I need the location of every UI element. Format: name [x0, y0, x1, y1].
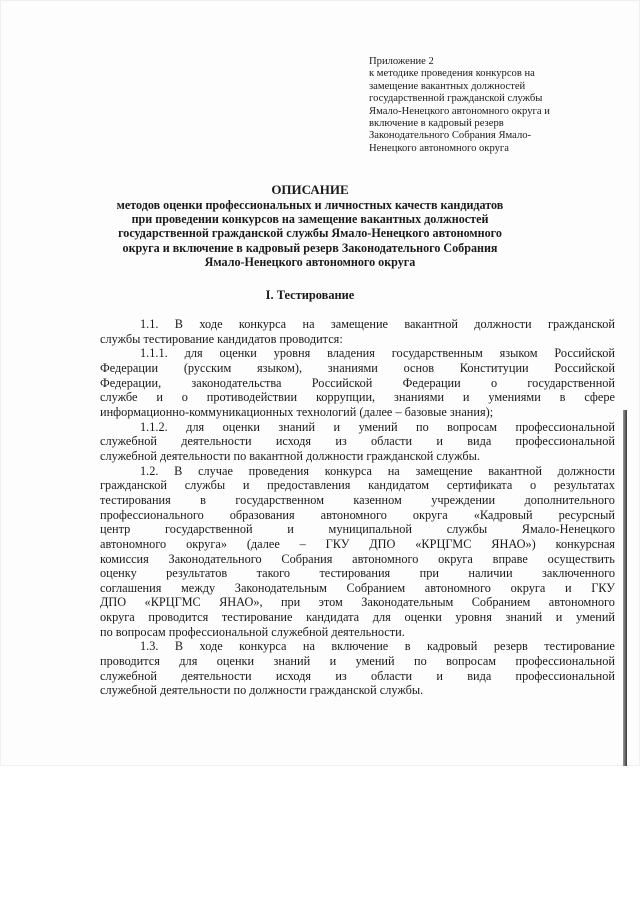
annex-line: Ненецкого автономного округа [369, 142, 509, 154]
subtitle-line: при проведении конкурсов на замещение вакантных должностей [131, 212, 489, 227]
body-word: ГКУ [591, 580, 615, 595]
body-line [100, 610, 615, 625]
body-line [100, 683, 615, 698]
body-word: умений [355, 654, 395, 669]
body-line [100, 361, 615, 376]
body-word: при [419, 566, 439, 581]
body-word: конкурса [238, 317, 287, 331]
body-word: Конституции [459, 360, 529, 375]
body-line [100, 376, 615, 391]
body-word: и [333, 419, 341, 434]
body-word: автономного [548, 595, 615, 610]
body-word: «КРЦГМС [415, 536, 472, 551]
body-word: Российской [311, 375, 373, 390]
body-word: профессиональной [515, 654, 615, 669]
body-word: для [186, 419, 205, 434]
body-word: Собранием [346, 580, 406, 595]
body-line [100, 522, 615, 537]
body-word: Федерации [402, 375, 461, 390]
body-word: конкурса [239, 639, 287, 654]
body-word: 1.1.2. [140, 419, 168, 434]
body-word: и [436, 434, 443, 449]
body-text [100, 317, 615, 698]
document-subtitle [96, 198, 524, 269]
body-word: ДПО [100, 595, 127, 610]
body-word: Федерации, [100, 375, 162, 390]
body-word: Российской [554, 360, 615, 375]
body-word: округа [100, 610, 135, 625]
body-word: службе [100, 390, 138, 405]
body-word: такого [256, 566, 291, 581]
body-line [100, 566, 615, 581]
scan-edge-shadow [623, 410, 627, 766]
body-word: ЯНАО», [219, 595, 263, 610]
body-word: замещение [415, 463, 473, 478]
body-line [100, 478, 615, 493]
body-word: сфере [584, 390, 615, 405]
body-word: ходе [199, 317, 223, 331]
body-word: осуществить [547, 551, 615, 566]
body-word: 1.1. [140, 317, 159, 331]
body-word: округа [438, 551, 473, 566]
body-word: для [179, 654, 198, 669]
body-word: В [174, 639, 184, 654]
body-word: оценки [216, 654, 255, 669]
body-word: и [287, 522, 294, 537]
body-word: должности [557, 463, 615, 478]
body-word: дополнительного [524, 492, 615, 507]
body-word: «КРЦГМС [144, 595, 201, 610]
body-word: оценки [404, 610, 442, 625]
body-word: и [555, 610, 563, 625]
body-word: деятельности [181, 434, 252, 449]
body-word: исходя [275, 434, 312, 449]
body-word: 1.3. [140, 639, 159, 654]
body-word: по вопросам профессиональной служебной деятельности. [100, 624, 405, 639]
body-word: округа» [186, 536, 227, 551]
body-word: между [181, 580, 216, 595]
body-word: оценку [100, 566, 137, 581]
body-word: случае [198, 463, 233, 478]
body-word: профессионального [100, 507, 204, 522]
body-word: проводится [100, 654, 160, 669]
body-word: должности [474, 317, 532, 331]
body-word: Ямало-Ненецкого [521, 522, 615, 537]
body-word: образования [229, 507, 295, 522]
body-word: государственном [235, 492, 324, 507]
body-word: тестирования [319, 566, 391, 581]
body-word: знаний [278, 419, 316, 434]
body-word: тестирование [221, 610, 293, 625]
body-line [100, 669, 615, 684]
body-word: кандидата [306, 610, 360, 625]
body-word: знаниями [327, 360, 378, 375]
section-heading: I. Тестирование [265, 288, 355, 302]
body-word: владения [327, 346, 375, 361]
body-word: вакантной [404, 317, 458, 331]
body-word: казенном [353, 492, 402, 507]
body-word: уровня [455, 610, 492, 625]
body-word: округа [412, 507, 448, 522]
body-word: коррупции, [315, 390, 376, 405]
body-word: гражданской [100, 478, 167, 493]
body-word: деятельности [181, 668, 252, 683]
body-word: и [436, 668, 443, 683]
body-word: области [371, 668, 413, 683]
body-word: государственной [164, 522, 253, 537]
body-word: проводится [148, 610, 209, 625]
body-word: ЯНАО») [491, 536, 536, 551]
body-word: предоставления [267, 478, 351, 493]
body-word: 1.2. [140, 463, 159, 478]
body-word: результатах [553, 478, 615, 493]
body-word: вопросам [446, 654, 497, 669]
body-word: (далее [246, 536, 280, 551]
body-word: вопросам [447, 419, 498, 434]
body-word: В [174, 317, 183, 331]
annex-line: Приложение 2 [369, 56, 434, 67]
body-word: в [559, 390, 566, 405]
subtitle-line: округа и включение в кадровый резерв Законодательного Собрания [122, 240, 498, 255]
body-word: для [372, 610, 391, 625]
body-word: тестирование [544, 639, 615, 654]
body-word: вправе [492, 551, 528, 566]
body-word: 1.1.1. [140, 346, 168, 361]
body-word: на [387, 463, 400, 478]
body-word: Законодательным [361, 595, 454, 610]
subtitle-line: государственной гражданской службы Ямало-Ненецкого автономного [118, 226, 502, 241]
body-word: этом [318, 595, 343, 610]
annex-line: включение в кадровый резерв [369, 118, 504, 130]
body-word: профессиональной [515, 419, 615, 434]
body-word: ГКУ [325, 536, 350, 551]
body-word: служебной деятельности по должности гражданской службы. [100, 683, 424, 698]
body-word: автономного [352, 551, 419, 566]
body-word: конкурса [324, 463, 373, 478]
body-line [100, 464, 615, 479]
body-word: из [335, 434, 347, 449]
body-word: гражданской [547, 317, 615, 331]
body-line [100, 654, 615, 669]
body-word: сертификата [446, 478, 513, 493]
body-line [100, 332, 615, 347]
body-word: умений [358, 419, 398, 434]
body-word: Собранием [471, 595, 531, 610]
body-word: «Кадровый [473, 507, 533, 522]
body-word: и [329, 654, 337, 669]
body-word: вида [467, 668, 492, 683]
body-word: государственным [391, 346, 483, 361]
body-word: из [335, 668, 347, 683]
body-word: при [280, 595, 301, 610]
body-word: о [530, 478, 537, 493]
body-line [100, 493, 615, 508]
body-line [100, 625, 615, 640]
body-line [100, 552, 615, 567]
body-word: по [414, 654, 427, 669]
body-word: результатов [166, 566, 228, 581]
body-word: округа [510, 580, 546, 595]
body-word: области [371, 434, 413, 449]
subtitle-line: Ямало-Ненецкого автономного округа [204, 254, 416, 269]
body-word: и [156, 390, 163, 405]
body-word: вакантной [488, 463, 542, 478]
subtitle-line: методов оценки профессиональных и личностных качеств кандидатов [116, 198, 504, 212]
body-word: соглашения [100, 580, 162, 595]
body-line [100, 405, 615, 420]
body-word: для [184, 346, 203, 361]
body-word: в [404, 639, 411, 654]
body-word: замещение [330, 317, 388, 331]
annex-line: Законодательного Собрания Ямало- [369, 130, 532, 142]
body-word: о [490, 375, 498, 390]
body-word: (русским [183, 360, 232, 375]
body-word: ДПО [369, 536, 396, 551]
body-word: тестирования [100, 492, 171, 507]
body-word: Собрания [281, 551, 333, 566]
body-word: автономного [424, 580, 491, 595]
body-line [100, 537, 615, 552]
body-line [100, 346, 615, 361]
body-word: государственной [527, 375, 615, 390]
body-word: служебной [100, 434, 157, 449]
body-word: уровня [273, 346, 311, 361]
body-word: на [302, 317, 315, 331]
body-word: служебной [100, 668, 157, 683]
body-line [100, 595, 615, 610]
body-word: исходя [275, 668, 312, 683]
body-line [100, 317, 615, 332]
body-line [100, 639, 615, 654]
body-word: центр [100, 522, 131, 537]
body-word: Законодательного [168, 551, 262, 566]
body-word: знаний [273, 654, 311, 669]
body-word: заключенного [542, 566, 615, 581]
body-line [100, 508, 615, 523]
body-word: комиссия [100, 551, 149, 566]
body-word: профессиональной [515, 434, 615, 449]
annex-line: Ямало-Ненецкого автономного округа и [369, 105, 550, 117]
body-word: службы тестирование кандидатов проводится: [100, 331, 343, 346]
body-word: оценки [219, 346, 257, 361]
body-word: в [200, 492, 206, 507]
body-word: службы [446, 522, 488, 537]
body-word: кадровый [426, 639, 478, 654]
body-word: о [181, 390, 188, 405]
body-word: и [242, 478, 250, 493]
body-word: законодательства [191, 375, 282, 390]
body-word: автономного [320, 507, 387, 522]
body-word: конкурсная [555, 536, 615, 551]
body-word: вида [467, 434, 492, 449]
body-word: – [299, 536, 306, 551]
document-title: ОПИСАНИЕ [271, 182, 349, 197]
annex-line: замещение вакантных должностей [369, 80, 526, 92]
body-line [100, 434, 615, 449]
body-line [100, 420, 615, 435]
body-word: служебной деятельности по вакантной должности гражданской службы. [100, 448, 480, 463]
annex-line: к методике проведения конкурсов на [369, 68, 535, 80]
annex-line: государственной гражданской службы [369, 93, 543, 105]
body-word: знаний [505, 610, 543, 625]
body-word: информационно-коммуникационных технологий (далее – базовые знания); [100, 404, 494, 419]
body-word: наличии [468, 566, 513, 581]
body-word: резерв [493, 639, 528, 654]
body-word: и [462, 390, 470, 405]
body-word: основ [403, 360, 435, 375]
body-word: учреждении [431, 492, 496, 507]
body-word: включение [331, 639, 389, 654]
body-word: муниципальной [328, 522, 413, 537]
body-word: оценки [222, 419, 260, 434]
body-word: языком), [257, 360, 303, 375]
body-word: ресурсный [558, 507, 615, 522]
body-word: противодействии [206, 390, 298, 405]
body-word: и [564, 580, 572, 595]
body-word: службы [184, 478, 226, 493]
body-word: В [174, 463, 183, 478]
body-word: Федерации [100, 360, 159, 375]
body-word: кандидатом [368, 478, 430, 493]
body-word: языком [499, 346, 538, 361]
body-word: профессиональной [515, 668, 615, 683]
body-line [100, 449, 615, 464]
body-word: по [415, 419, 429, 434]
body-line [100, 581, 615, 596]
body-word: знаниями [393, 390, 445, 405]
body-word: проведения [248, 463, 310, 478]
body-word: на [302, 639, 315, 654]
body-word: умениями [488, 390, 541, 405]
body-word: Законодательным [234, 580, 327, 595]
body-word: умений [576, 610, 615, 625]
body-word: Российской [554, 346, 615, 361]
annex-note [369, 56, 599, 155]
body-line [100, 390, 615, 405]
body-word: автономного [100, 536, 167, 551]
body-word: ходе [199, 639, 223, 654]
